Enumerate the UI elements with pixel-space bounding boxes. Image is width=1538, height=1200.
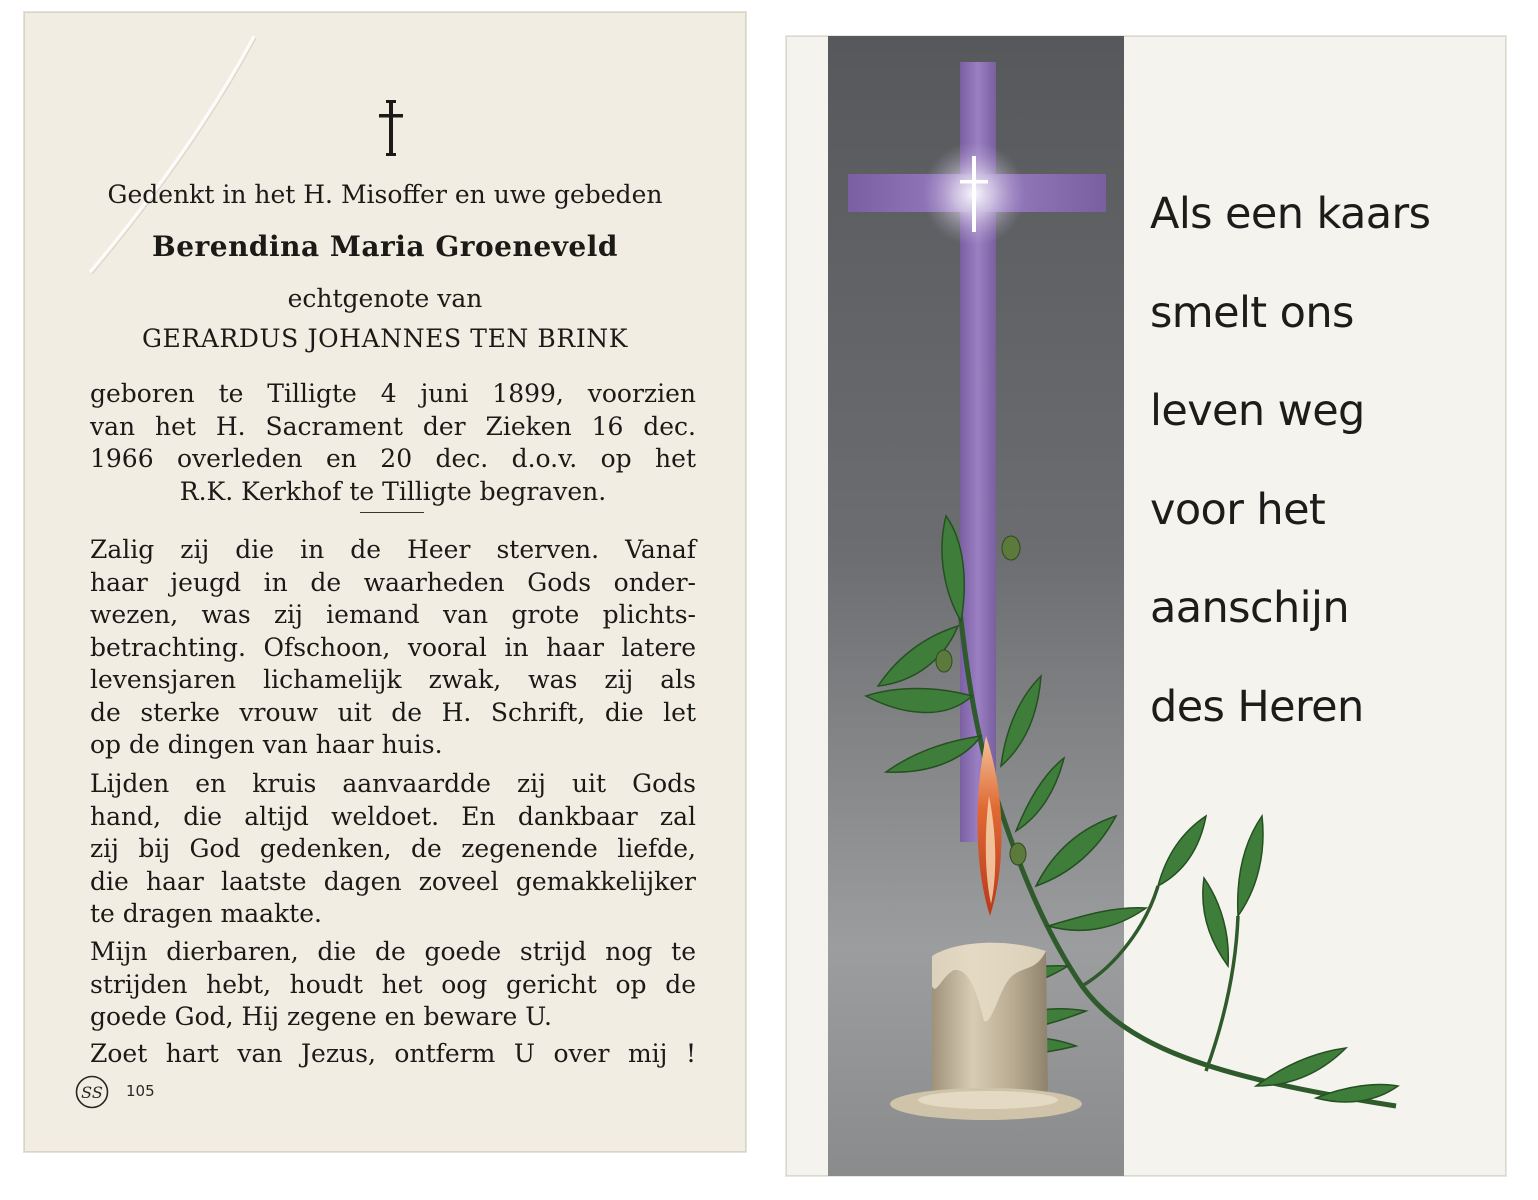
paragraph-line: zij bij God gedenken, de zegenende liefde,: [90, 834, 696, 863]
cross-icon: [376, 98, 406, 158]
section-divider: [360, 512, 424, 513]
paragraph-line: Mijn dierbaren, die de goede strijd nog te: [90, 937, 696, 966]
eulogy-paragraph-3: [90, 936, 696, 1034]
biography-block: [90, 378, 696, 508]
verse-line: des Heren: [1150, 681, 1364, 732]
paragraph-line: strijden hebt, houdt het oog gericht op de: [90, 969, 696, 999]
spouse-label: echtgenote van: [287, 284, 483, 313]
eulogy-paragraph-1: [90, 534, 696, 762]
closing-prayer-block: [90, 1038, 696, 1071]
paragraph-line: goede God, Hij zegene en beware U.: [90, 1002, 552, 1031]
paragraph-line: de sterke vrouw uit de H. Schrift, die let: [90, 697, 696, 727]
verse-line: smelt ons: [1150, 287, 1354, 338]
memorial-card-text-side: [24, 12, 746, 1152]
paragraph-line: die haar laatste dagen zoveel gemakkelijker: [90, 866, 696, 896]
dedication-line: Gedenkt in het H. Misoffer en uwe gebeden: [107, 180, 663, 209]
biography-line: 1966 overleden en 20 dec. d.o.v. op het: [90, 444, 696, 473]
verse-line: leven weg: [1150, 386, 1365, 436]
paragraph-line: betrachting. Ofschoon, vooral in haar latere: [90, 632, 696, 662]
paragraph-line: hand, die altijd weldoet. En dankbaar zal: [90, 801, 696, 831]
paragraph-line: Zalig zij die in de Heer sterven. Vanaf: [90, 535, 696, 564]
paragraph-line: levensjaren lichamelijk zwak, was zij als: [90, 665, 696, 694]
svg-text:SS: SS: [81, 1083, 103, 1102]
printer-logo-icon: [74, 1074, 110, 1110]
biography-line: van het H. Sacrament der Zieken 16 dec.: [90, 411, 696, 441]
paragraph-line: op de dingen van haar huis.: [90, 730, 443, 759]
eulogy-paragraph-2: [90, 768, 696, 931]
verse-line: voor het: [1150, 484, 1326, 535]
biography-line: R.K. Kerkhof te Tilligte begraven.: [179, 476, 607, 506]
biography-line: geboren te Tilligte 4 juni 1899, voorzien: [90, 379, 696, 408]
paragraph-line: te dragen maakte.: [90, 899, 322, 928]
spouse-name: GERARDUS JOHANNES TEN BRINK: [141, 324, 629, 353]
memorial-card-picture-side: [786, 36, 1506, 1176]
printer-number: 105: [126, 1082, 155, 1100]
paragraph-line: wezen, was zij iemand van grote plichts-: [90, 600, 696, 629]
verse-text: [1150, 186, 1490, 777]
deceased-name: Berendina Maria Groeneveld: [152, 230, 618, 263]
verse-line: Als een kaars: [1150, 189, 1431, 239]
closing-prayer: Zoet hart van Jezus, ontferm U over mij !: [90, 1039, 696, 1068]
paragraph-line: haar jeugd in de waarheden Gods onder-: [90, 567, 696, 597]
verse-line: aanschijn: [1150, 583, 1349, 633]
paragraph-line: Lijden en kruis aanvaardde zij uit Gods: [90, 769, 696, 798]
